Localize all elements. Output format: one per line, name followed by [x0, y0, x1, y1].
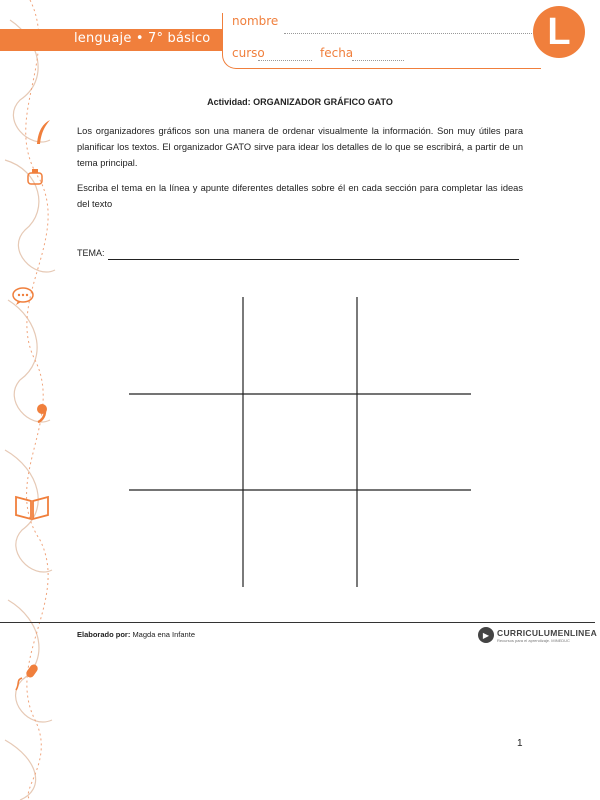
fecha-field[interactable]	[352, 60, 404, 61]
microphone-icon	[12, 660, 46, 694]
page-number: 1	[517, 738, 523, 749]
logo-name: CURRICULUMENLINEA	[497, 627, 598, 638]
comma-icon	[35, 403, 49, 423]
quill-icon	[32, 118, 56, 148]
logo-tagline: Recursos para el aprendizaje. MINEDUC	[497, 637, 570, 643]
tema-label: TEMA:	[77, 248, 105, 258]
subject-label: lenguaje • 7° básico	[74, 31, 211, 46]
nombre-field[interactable]	[284, 33, 534, 34]
intro-paragraph: Los organizadores gráficos son una manera de ordenar visualmente la información. Son muy útiles para planificar los textos. El organizador GATO sirve para idear los detalles de lo que se escribirá, a partir de un tema principal.	[77, 126, 523, 168]
curriculum-logo	[478, 627, 597, 643]
author-credit	[77, 630, 195, 639]
open-book-icon	[14, 493, 50, 521]
play-icon: ▶	[478, 627, 494, 643]
tic-tac-toe-organizer	[120, 290, 480, 590]
speech-bubble-icon	[11, 286, 35, 306]
footer-divider	[0, 622, 595, 623]
fecha-label: fecha	[320, 46, 354, 60]
author-label: Elaborado por:	[77, 630, 131, 639]
instructions-paragraph: Escriba el tema en la línea y apunte diferentes detalles sobre él en cada sección para completar las ideas del texto	[77, 183, 523, 209]
inkwell-icon	[25, 168, 45, 186]
author-name: Magda ena Infante	[132, 630, 195, 639]
curso-label: curso	[232, 46, 265, 60]
activity-title: Actividad: ORGANIZADOR GRÁFICO GATO	[207, 97, 393, 107]
nombre-label: nombre	[232, 14, 279, 28]
subject-badge: L	[533, 6, 585, 58]
curso-field[interactable]	[258, 60, 312, 61]
tema-field[interactable]	[108, 259, 519, 260]
